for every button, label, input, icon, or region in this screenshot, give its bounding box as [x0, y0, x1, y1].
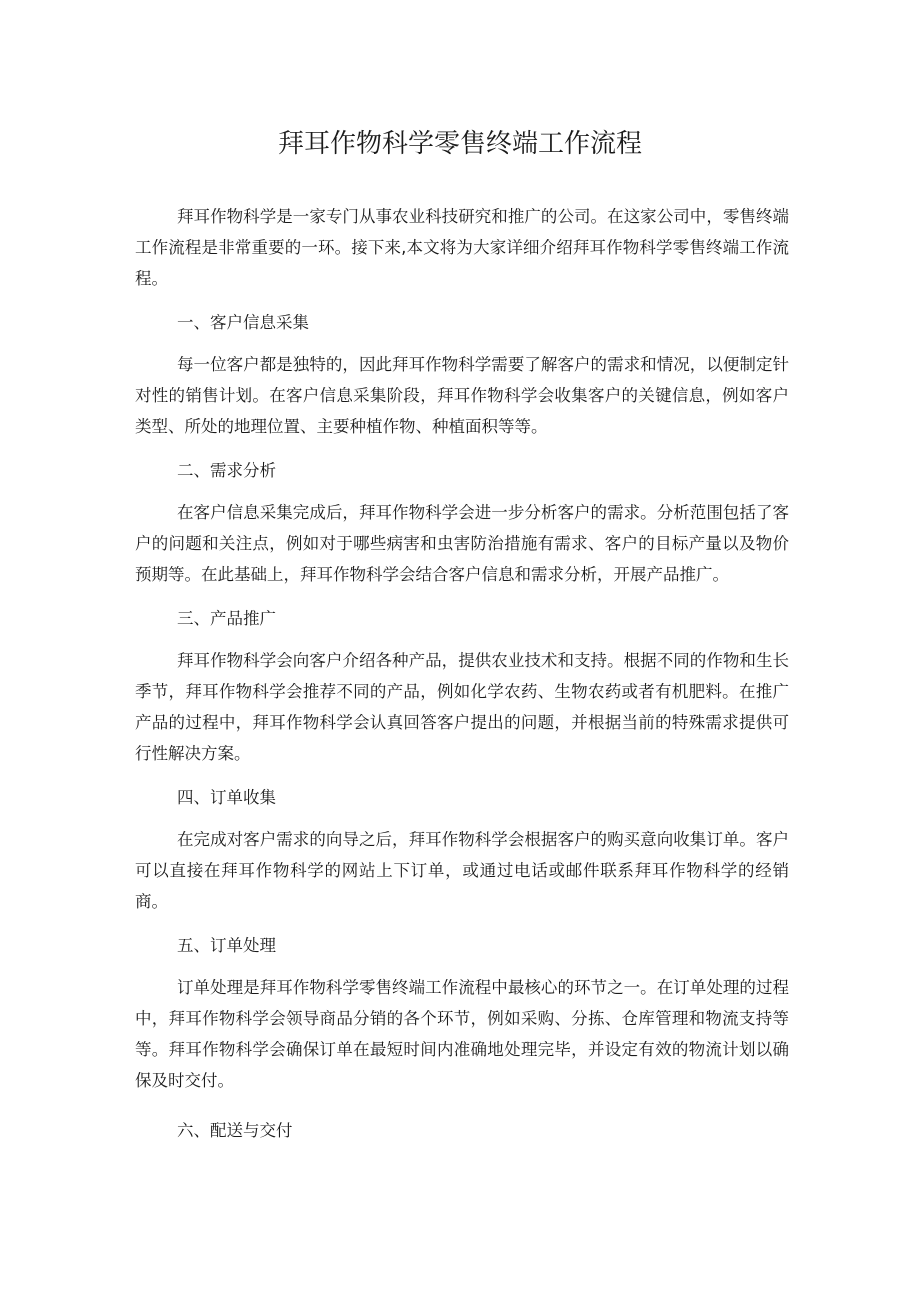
- section-heading-needs-analysis: 二、需求分析: [177, 461, 276, 480]
- section-heading-delivery: 六、配送与交付: [177, 1121, 293, 1140]
- section-body-order-processing: 订单处理是拜耳作物科学零售终端工作流程中最核心的环节之一。在订单处理的过程中，拜耳作物科学会领导商品分销的各个环节，例如采购、分拣、仓库管理和物流支持等等。拜耳作物科学会确保订单在最短时间内准确地处理完毕，并设定有效的物流计划以确保及时交付。: [135, 978, 789, 1090]
- section-heading-order-collection: 四、订单收集: [177, 788, 276, 807]
- section-heading-customer-info: 一、客户信息采集: [177, 313, 309, 332]
- document-title: 拜耳作物科学零售终端工作流程: [277, 129, 642, 159]
- section-body-product-promotion: 拜耳作物科学会向客户介绍各种产品，提供农业技术和支持。根据不同的作物和生长季节，拜耳作物科学会推荐不同的产品，例如化学农药、生物农药或者有机肥料。在推广产品的过程中，拜耳作物科学会认真回答客户提出的问题，并根据当前的特殊需求提供可行性解决方案。: [135, 651, 789, 763]
- section-heading-order-processing: 五、订单处理: [177, 936, 276, 955]
- section-body-needs-analysis: 在客户信息采集完成后，拜耳作物科学会进一步分析客户的需求。分析范围包括了客户的问题和关注点，例如对于哪些病害和虫害防治措施有需求、客户的目标产量以及物价预期等。在此基础上，拜耳作物科学会结合客户信息和需求分析，开展产品推广。: [135, 503, 789, 584]
- section-body-order-collection: 在完成对客户需求的向导之后，拜耳作物科学会根据客户的购买意向收集订单。客户可以直接在拜耳作物科学的网站上下订单，或通过电话或邮件联系拜耳作物科学的经销商。: [135, 830, 789, 911]
- document-body: [135, 201, 789, 1146]
- section-heading-product-promotion: 三、产品推广: [177, 609, 276, 628]
- intro-paragraph: 拜耳作物科学是一家专门从事农业科技研究和推广的公司。在这家公司中，零售终端工作流程是非常重要的一环。接下来,本文将为大家详细介绍拜耳作物科学零售终端工作流程。: [135, 207, 789, 288]
- section-body-customer-info: 每一位客户都是独特的，因此拜耳作物科学需要了解客户的需求和情况，以便制定针对性的销售计划。在客户信息采集阶段，拜耳作物科学会收集客户的关键信息，例如客户类型、所处的地理位置、主要种植作物、种植面积等等。: [135, 355, 789, 436]
